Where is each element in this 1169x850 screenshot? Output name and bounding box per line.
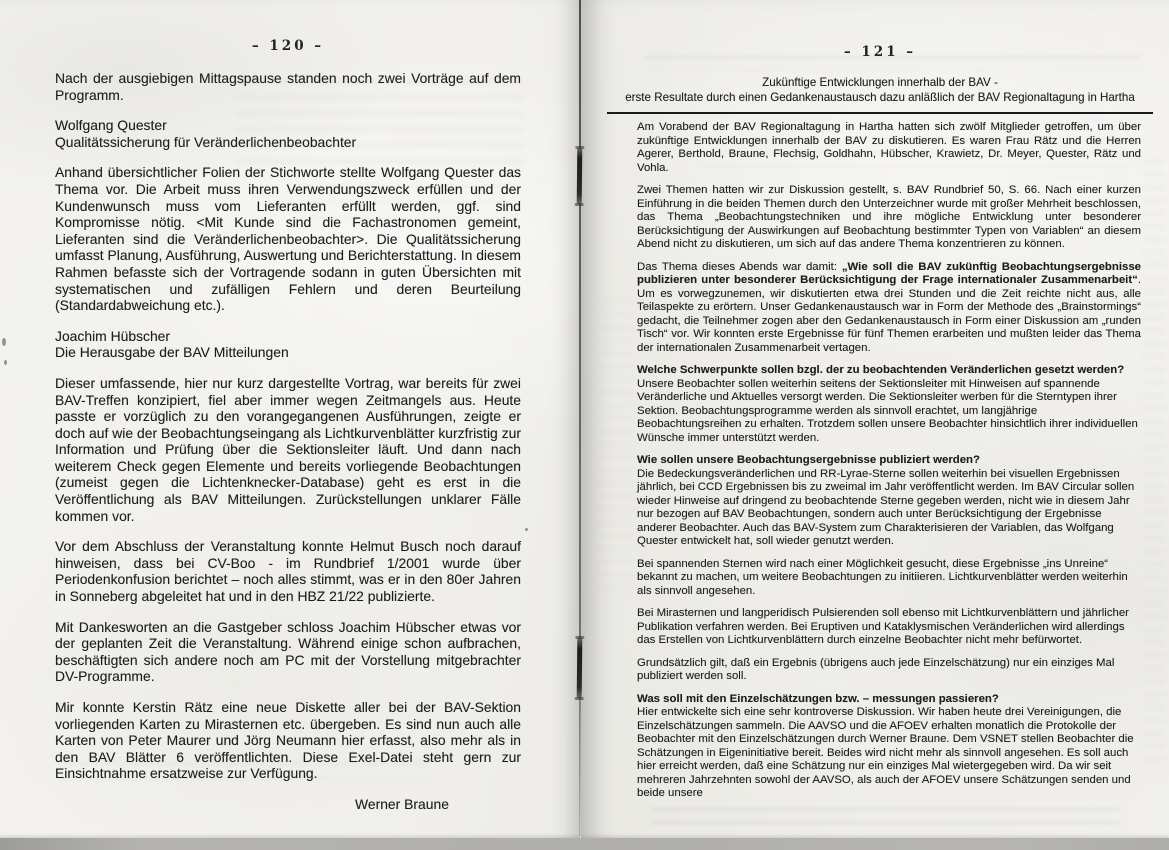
paragraph-q3: Hier entwickelte sich eine sehr kontroverse Diskussion. Wir haben heute drei Vereinigungen, die Einzelschätzungen sammeln. Die AAVSO und die AFOEV erhalten monatlich die Protokolle der Beobachter mit den Einzelschätzungen durch Werner Braune. Dem VSNET stellen Beobachter die Schätzungen in Eigeninitiative bereit. Beides wird nicht mehr als sinnvoll angesehen. Es soll auch hier erreicht werden, daß eine Schätzung nur ein einziges Mal wietergegeben wird. Da wir seit mehreren Jahrzehnten sowohl der AAVSO, als auch der AFOEV unsere Schätzungen senden und beide unsere xyxy=(637,706,1134,799)
paragraph-closing3: Mir konnte Kerstin Rätz eine neue Diskette aller bei der BAV-Sektion vorliegenden Karten zu Mirasternen etc. übergeben. Es sind nun auch alle Karten von Peter Maurer und Jörg Neumann hier erfasst, also mehr als in den BAV Blätter 6 veröffentlichten. Diese Exel-Datei steht gern zur Einsichtnahme ersatzweise zur Verfügung. xyxy=(55,699,521,782)
page-number-right: – 121 – xyxy=(843,44,917,60)
talk-title: Qualitätssicherung für Veränderlichenbeobachter xyxy=(55,133,357,150)
paragraph-q2a: Die Bedeckungsveränderlichen und RR-Lyrae-Sterne sollen weiterhin bei visuellen Ergebnissen jährlich, bei CCD Ergebnissen bis zu zweimal im Jahr veröffentlicht werden. Im BAV Circular sollen wieder Hinweise auf dringend zu beobachtende Sterne gegeben werden, nicht wie in diesem Jahr nur bezogen auf BAV Beobachtungen, sondern auch unter Berücksichtigung der Ergebnisse anderer Beobachter. Auch das BAV-System zum Charakterisieren der Variablen, das Wolfgang Quester entwickelt hat, soll wieder genutzt werden. xyxy=(637,467,1135,547)
page-number-left: – 120 – xyxy=(251,38,325,54)
paragraph-theme xyxy=(637,261,1141,356)
talk2-heading xyxy=(55,328,521,361)
booklet-spine xyxy=(579,0,581,836)
section-heading-q2: Wie sollen unsere Beobachtungsergebnisse publiziert werden? xyxy=(637,454,980,466)
talk-title: Die Herausgabe der BAV Mitteilungen xyxy=(55,344,289,361)
speaker-name: Joachim Hübscher xyxy=(55,327,171,344)
title-line-2: erste Resultate durch einen Gedankenaustausch dazu anläßlich der BAV Regionaltagung in Hartha xyxy=(625,90,1135,104)
paragraph-attendees: Am Vorabend der BAV Regionaltagung in Hartha hatten sich zwölf Mitglieder getroffen, um über zukünftige Entwicklungen innerhalb der BAV zu diskutieren. Es waren Frau Rätz und die Herren Agerer, Berthold, Braune, Flechsig, Goldhahn, Hübscher, Krawietz, Dr. Meyer, Quester, Rätz und Vohla. xyxy=(637,121,1141,174)
scan-speck xyxy=(2,338,6,346)
paragraph-q2c: Bei Mirasternen und langperidisch Pulsierenden soll ebenso mit Lichtkurvenblättern und jährlicher Publikation verfahren werden. Bei Eruptiven und Kataklysmischen Veränderlichen wird allerdings das Erstellen von Lichtkurvenblättern durch einzelne Beobachter nicht mehr befürwortet. xyxy=(637,607,1129,646)
theme-rest: . Um es vorwegzunemen, wir diskutierten etwa drei Stunden und die Zeit reichte nicht aus, alle Teilaspekte zu erörtern. Unser Gedankenaustausch war in Form der Methode des „Brainstormings“ gedacht, die Teilnehmer zogen aber den Gedankenaustausch in Form einer Diskussion am „runden Tisch“ vor. Wir konnten erste Ergebnisse für fünf Themen erarbeiten und mußten leider das Thema der internationalen Zusammenarbeit vertagen. xyxy=(637,274,1141,354)
page-120-text-column xyxy=(55,70,521,827)
scan-speck xyxy=(525,528,528,531)
theme-question-bold: „Wie soll die BAV zukünftig Beobachtungsergebnisse publizieren unter besonderer Berücksichtigung der Frage internationaler Zusammenarbeit“ xyxy=(637,260,1141,286)
page-121-text-column xyxy=(637,121,1141,810)
paragraph-topics: Zwei Themen hatten wir zur Diskussion gestellt, s. BAV Rundbrief 50, S. 66. Nach einer kurzen Einführung in die beiden Themen durch den Unterzeichner wurde mit großer Mehrheit beschlossen, das Thema „Beobachtungstechniken und ihre mögliche Entwicklung unter besonderer Berücksichtigung der Auswirkungen auf Beobachtung bestimmter Typen von Variablen“ an diesem Abend nicht zu diskutieren, um sich auf das andere Thema konzentrieren zu können. xyxy=(637,184,1141,250)
theme-prefix: Das Thema dieses Abends war damit: xyxy=(637,260,842,273)
scanner-edge-shadow xyxy=(0,838,1169,850)
title-line-1: Zukünftige Entwicklungen innerhalb der BAV - xyxy=(762,76,998,89)
paragraph-q1: Unsere Beobachter sollen weiterhin seitens der Sektionsleiter mit Hinweisen auf spannende Veränderliche und Aktuelles versorgt werden. Die Sektionsleiter werben für die Sterntypen ihrer Sektion. Beobachtungsprogramme werden als sinnvoll erachtet, um langjährige Beobachtungsreihen zu erhalten. Trotzdem sollen unsere Beobachter hinsichtlich ihrer individuellen Wünsche immer unterstützt werden. xyxy=(637,377,1138,444)
paragraph-q2d: Grundsätzlich gilt, daß ein Ergebnis (übrigens auch jede Einzelschätzung) nur ein einziges Mal publiziert werden soll. xyxy=(637,656,1115,682)
page-121 xyxy=(581,0,1169,850)
staple-mark xyxy=(577,148,583,204)
section-heading-q1: Welche Schwerpunkte sollen bzgl. der zu beobachtenden Veränderlichen gesetzt werden? xyxy=(637,364,1125,376)
paragraph-talk1: Anhand übersichtlicher Folien der Stichworte stellte Wolfgang Quester das Thema vor. Die Arbeit muss ihren Verwendungszweck erfüllen und der Kundenwunsch muss vom Lieferanten erfüllt werden, ggf. sind Kompromisse nötig. <Mit Kunde sind die Fachastronomen gemeint, Lieferanten sind die Veränderlichenbeobachter>. Die Qualitätssicherung umfasst Planung, Ausführung, Auswertung und Berichterstattung. In diesem Rahmen befasste sich der Vortragende sodann in guten Übersichten mit systematischen und zufälligen Fehlern und deren Beurteilung (Standardabweichung etc.). xyxy=(55,164,521,314)
paragraph-closing2: Mit Dankesworten an die Gastgeber schloss Joachim Hübscher etwas vor der geplanten Zeit die Veranstaltung. Während einige schon aufbrachen, beschäftigten sich andere noch am PC mit der Vorstellung mitgebrachter DV-Programme. xyxy=(55,618,521,685)
article-title xyxy=(607,76,1153,114)
paragraph-talk2: Dieser umfassende, hier nur kurz dargestellte Vortrag, war bereits für zwei BAV-Treffen konzipiert, fiel aber immer wegen Zeitmangels aus. Heute passte er vorzüglich zu den vorangegangenen Ausführungen, zeigte er doch auf wie der Beobachtungseingang als Lichtkurvenblätter kurzfristig zur Information und Prüfung über die Sektionsleiter läuft. Und dann nach weiterem Check gegen Elemente und bereits vorliegende Beobachtungen (zumeist gegen die Lichtenknecker-Database) geht es erst in die Veröffentlichung als BAV Mitteilungen. Zurückstellungen unklarer Fälle kommen vor. xyxy=(55,374,521,524)
speaker-name: Wolfgang Quester xyxy=(55,117,167,134)
page-120 xyxy=(0,0,580,850)
section-heading-q3: Was soll mit den Einzelschätzungen bzw. – messungen passieren? xyxy=(637,692,999,705)
paragraph-intro: Nach der ausgiebigen Mittagspause standen noch zwei Vorträge auf dem Programm. xyxy=(55,70,521,103)
scan-speck xyxy=(4,360,7,365)
paragraph-q2b: Bei spannenden Sternen wird nach einer Möglichkeit gesucht, diese Ergebnisse „ins Unreine“ bekannt zu machen, um weitere Beobachtungen zu initiieren. Lichtkurvenblätter werden weiterhin als sinnvoll angesehen. xyxy=(637,557,1128,597)
staple-mark xyxy=(577,638,583,698)
signature: Werner Braune xyxy=(355,795,449,812)
paragraph-closing1: Vor dem Abschluss der Veranstaltung konnte Helmut Busch noch darauf hinweisen, dass bei CV-Boo - im Rundbrief 1/2001 wurde über Periodenkonfusion berichtet – noch alles stimmt, was er in den 80er Jahren in Sonneberg abgeleitet hat und in den HBZ 21/22 publizierte. xyxy=(55,538,521,605)
talk1-heading xyxy=(55,117,521,150)
